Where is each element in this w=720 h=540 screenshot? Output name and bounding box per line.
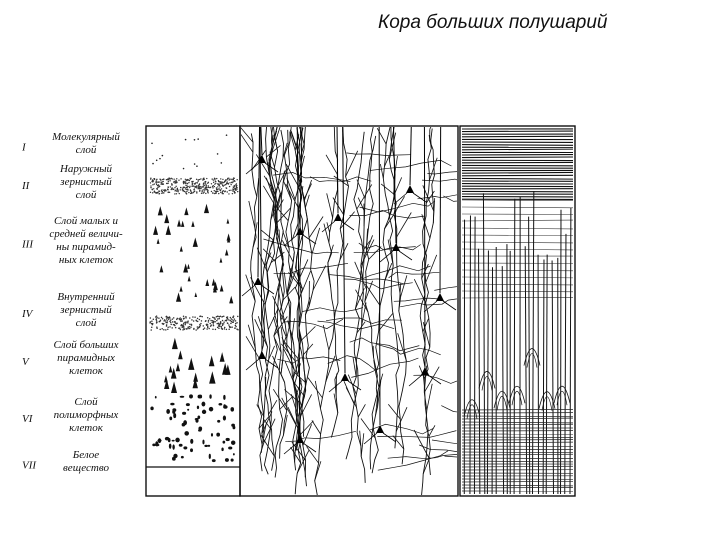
layer-label-1 [21, 131, 120, 156]
layer-number: VI [22, 413, 33, 425]
layer-label-2 [21, 163, 113, 201]
layer-number: V [22, 356, 29, 368]
layer-name-line: полиморфных [53, 409, 119, 421]
layer-number: I [22, 141, 26, 154]
layer-name-line: слой [75, 317, 97, 329]
layer-label-4 [21, 291, 115, 329]
layer-name-line: Наружный [59, 163, 113, 175]
panel-fiber-architecture [460, 126, 575, 496]
layer-labels [21, 131, 123, 474]
layer-name-line: слой [75, 144, 97, 156]
layer-name-line: слой [75, 189, 97, 201]
layer-name-line: Внутренний [57, 291, 115, 303]
layer-name-line: ны пирамид- [56, 241, 116, 253]
layer-name-line: клеток [69, 365, 103, 377]
slide-title: Кора больших полушарий [378, 12, 608, 33]
layer-label-5 [22, 339, 119, 377]
layer-name-line: пирамидных [57, 352, 115, 364]
layer-number: IV [22, 308, 33, 320]
layer-number: III [22, 238, 33, 251]
layer-name-line: Слой малых и [54, 215, 118, 227]
layer-name-line: вещество [63, 462, 109, 474]
layer-name-line: зернистый [60, 304, 112, 316]
layer-number: VII [22, 459, 37, 472]
layer-name-line: клеток [69, 422, 103, 434]
panel-cell-bodies [146, 126, 240, 496]
layer-name-line: зернистый [60, 176, 112, 188]
layer-label-6 [22, 396, 118, 434]
layer-number: II [22, 180, 30, 192]
layer-name-line: ных клеток [58, 254, 114, 266]
layer-name-line: Белое [72, 449, 100, 461]
layer-name-line: Слой больших [53, 339, 119, 351]
layer-name-line: Слой [74, 396, 98, 408]
layer-name-line: Молекулярный [52, 131, 120, 143]
layer-label-7 [22, 449, 109, 474]
layer-label-3 [21, 215, 123, 266]
layer-name-line: средней величи- [49, 228, 123, 240]
